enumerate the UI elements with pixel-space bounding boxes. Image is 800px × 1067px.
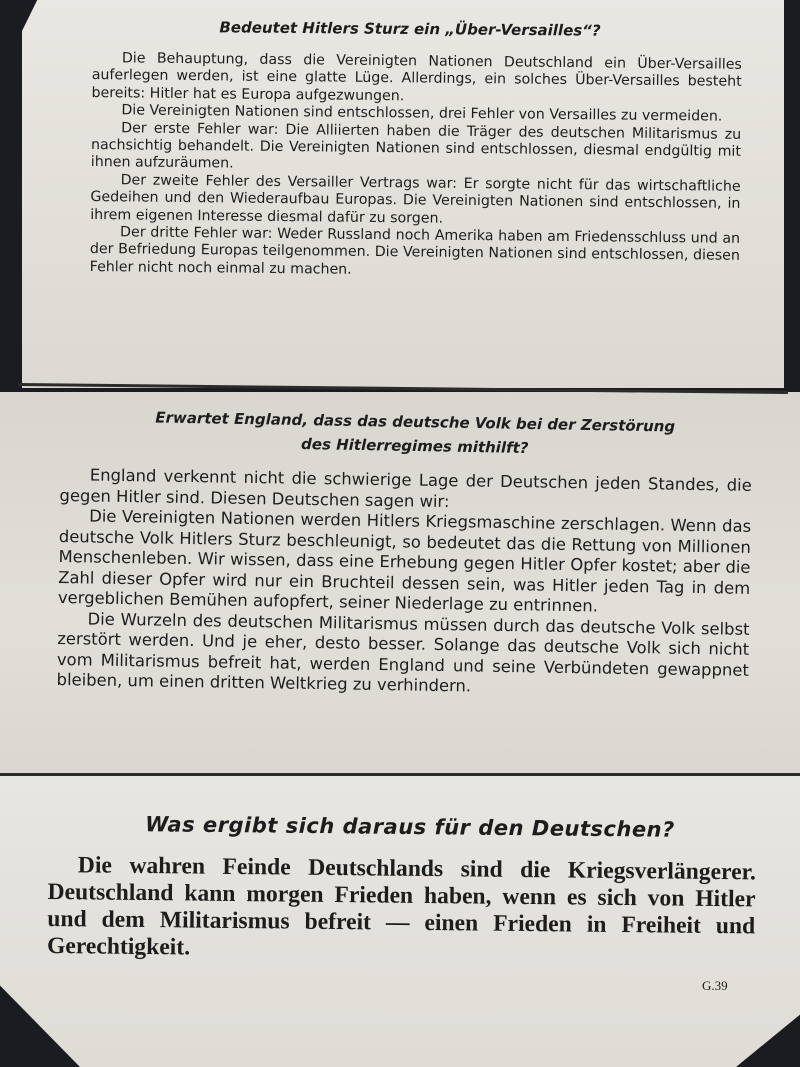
section2-heading-line1: Erwartet England, dass das deutsche Volk bei der Zerstörung <box>155 408 676 436</box>
section3-body <box>47 852 756 967</box>
section2-paragraph: England verkennt nicht die schwierige Lage der Deutschen jeden Standes, die gegen Hitler sind. Diesen Deutschen sagen wir: <box>59 465 752 511</box>
section1-paragraph: Die Vereinigten Nationen sind entschlossen, drei Fehler von Versailles zu vermeiden. <box>121 102 723 125</box>
leaflet-code: G.39 <box>702 978 728 993</box>
section1-paragraph: Die Behauptung, dass die Vereinigten Nationen Deutschland ein Über-Versailles auferlegen werden, ist eine glatte Lüge. Allerdings, ein solches Über-Versailles besteht bereits: Hitler hat es Europa aufgezwungen. <box>91 50 742 105</box>
fold-line-lower <box>0 773 800 776</box>
section2-paragraph: Die Vereinigten Nationen werden Hitlers Kriegsmaschine zerschlagen. Wenn das deutsche Volk Hitlers Sturz beschleunigt, so bedeutet das die Rettung von Millionen Menschenleben. Wir wissen, dass eine Erhebung gegen Hitler Opfer kostet; aber die Zahl dieser Opfer wird nur ein Bruchteil dessen sein, was Hitler jeden Tag in dem vergeblichen Bemühen aufopfert, seiner Niederlage zu entrinnen. <box>57 506 752 616</box>
section1-paragraph: Der dritte Fehler war: Weder Russland noch Amerika haben am Friedensschluss und an der Befriedung Europas teilgenommen. Die Vereinigten Nationen sind entschlossen, diesen Fehler nicht noch einmal zu machen. <box>89 224 741 278</box>
section1-body <box>90 50 742 283</box>
section1-paragraph: Der erste Fehler war: Die Alliierten haben die Träger des deutschen Militarismus zu nachsichtig behandelt. Die Vereinigten Nationen sind entschlossen, diesmal endgültig mit ihnen aufzuräumen. <box>90 119 742 172</box>
section2-body <box>56 465 751 701</box>
section1-paragraph: Der zweite Fehler des Versailler Vertrags war: Er sorgte nicht für das wirtschaftliche Gedeihen und den Wiederaufbau Europas. Die Vereinigten Nationen sind entschlossen, in ihrem eigenen Interesse diesmal dafür zu sorgen. <box>90 172 741 227</box>
section2-heading-line2: des Hitlerregimes mithilft? <box>300 435 529 457</box>
section2-paragraph: Die Wurzeln des deutschen Militarismus müssen durch das deutsche Volk selbst zerstört werden. Und je eher, desto besser. Solange das deutsche Volk sich nicht vom Militarismus befreit hat, werden England und seine Verbündeten gewappnet bleiben, um einen dritten Weltkrieg zu verhindern. <box>56 608 750 696</box>
section1-heading: Bedeutet Hitlers Sturz ein „Über-Versailles“? <box>219 18 601 40</box>
section3-heading: Was ergibt sich daraus für den Deutschen? <box>145 812 675 842</box>
section3-paragraph: Die wahren Feinde Deutschlands sind die Kriegsverlängerer. Deutschland kann morgen Frieden haben, wenn es sich von Hitler und dem Militarismus befreit — einen Frieden in Freiheit und Gerechtigkeit. <box>46 852 756 961</box>
